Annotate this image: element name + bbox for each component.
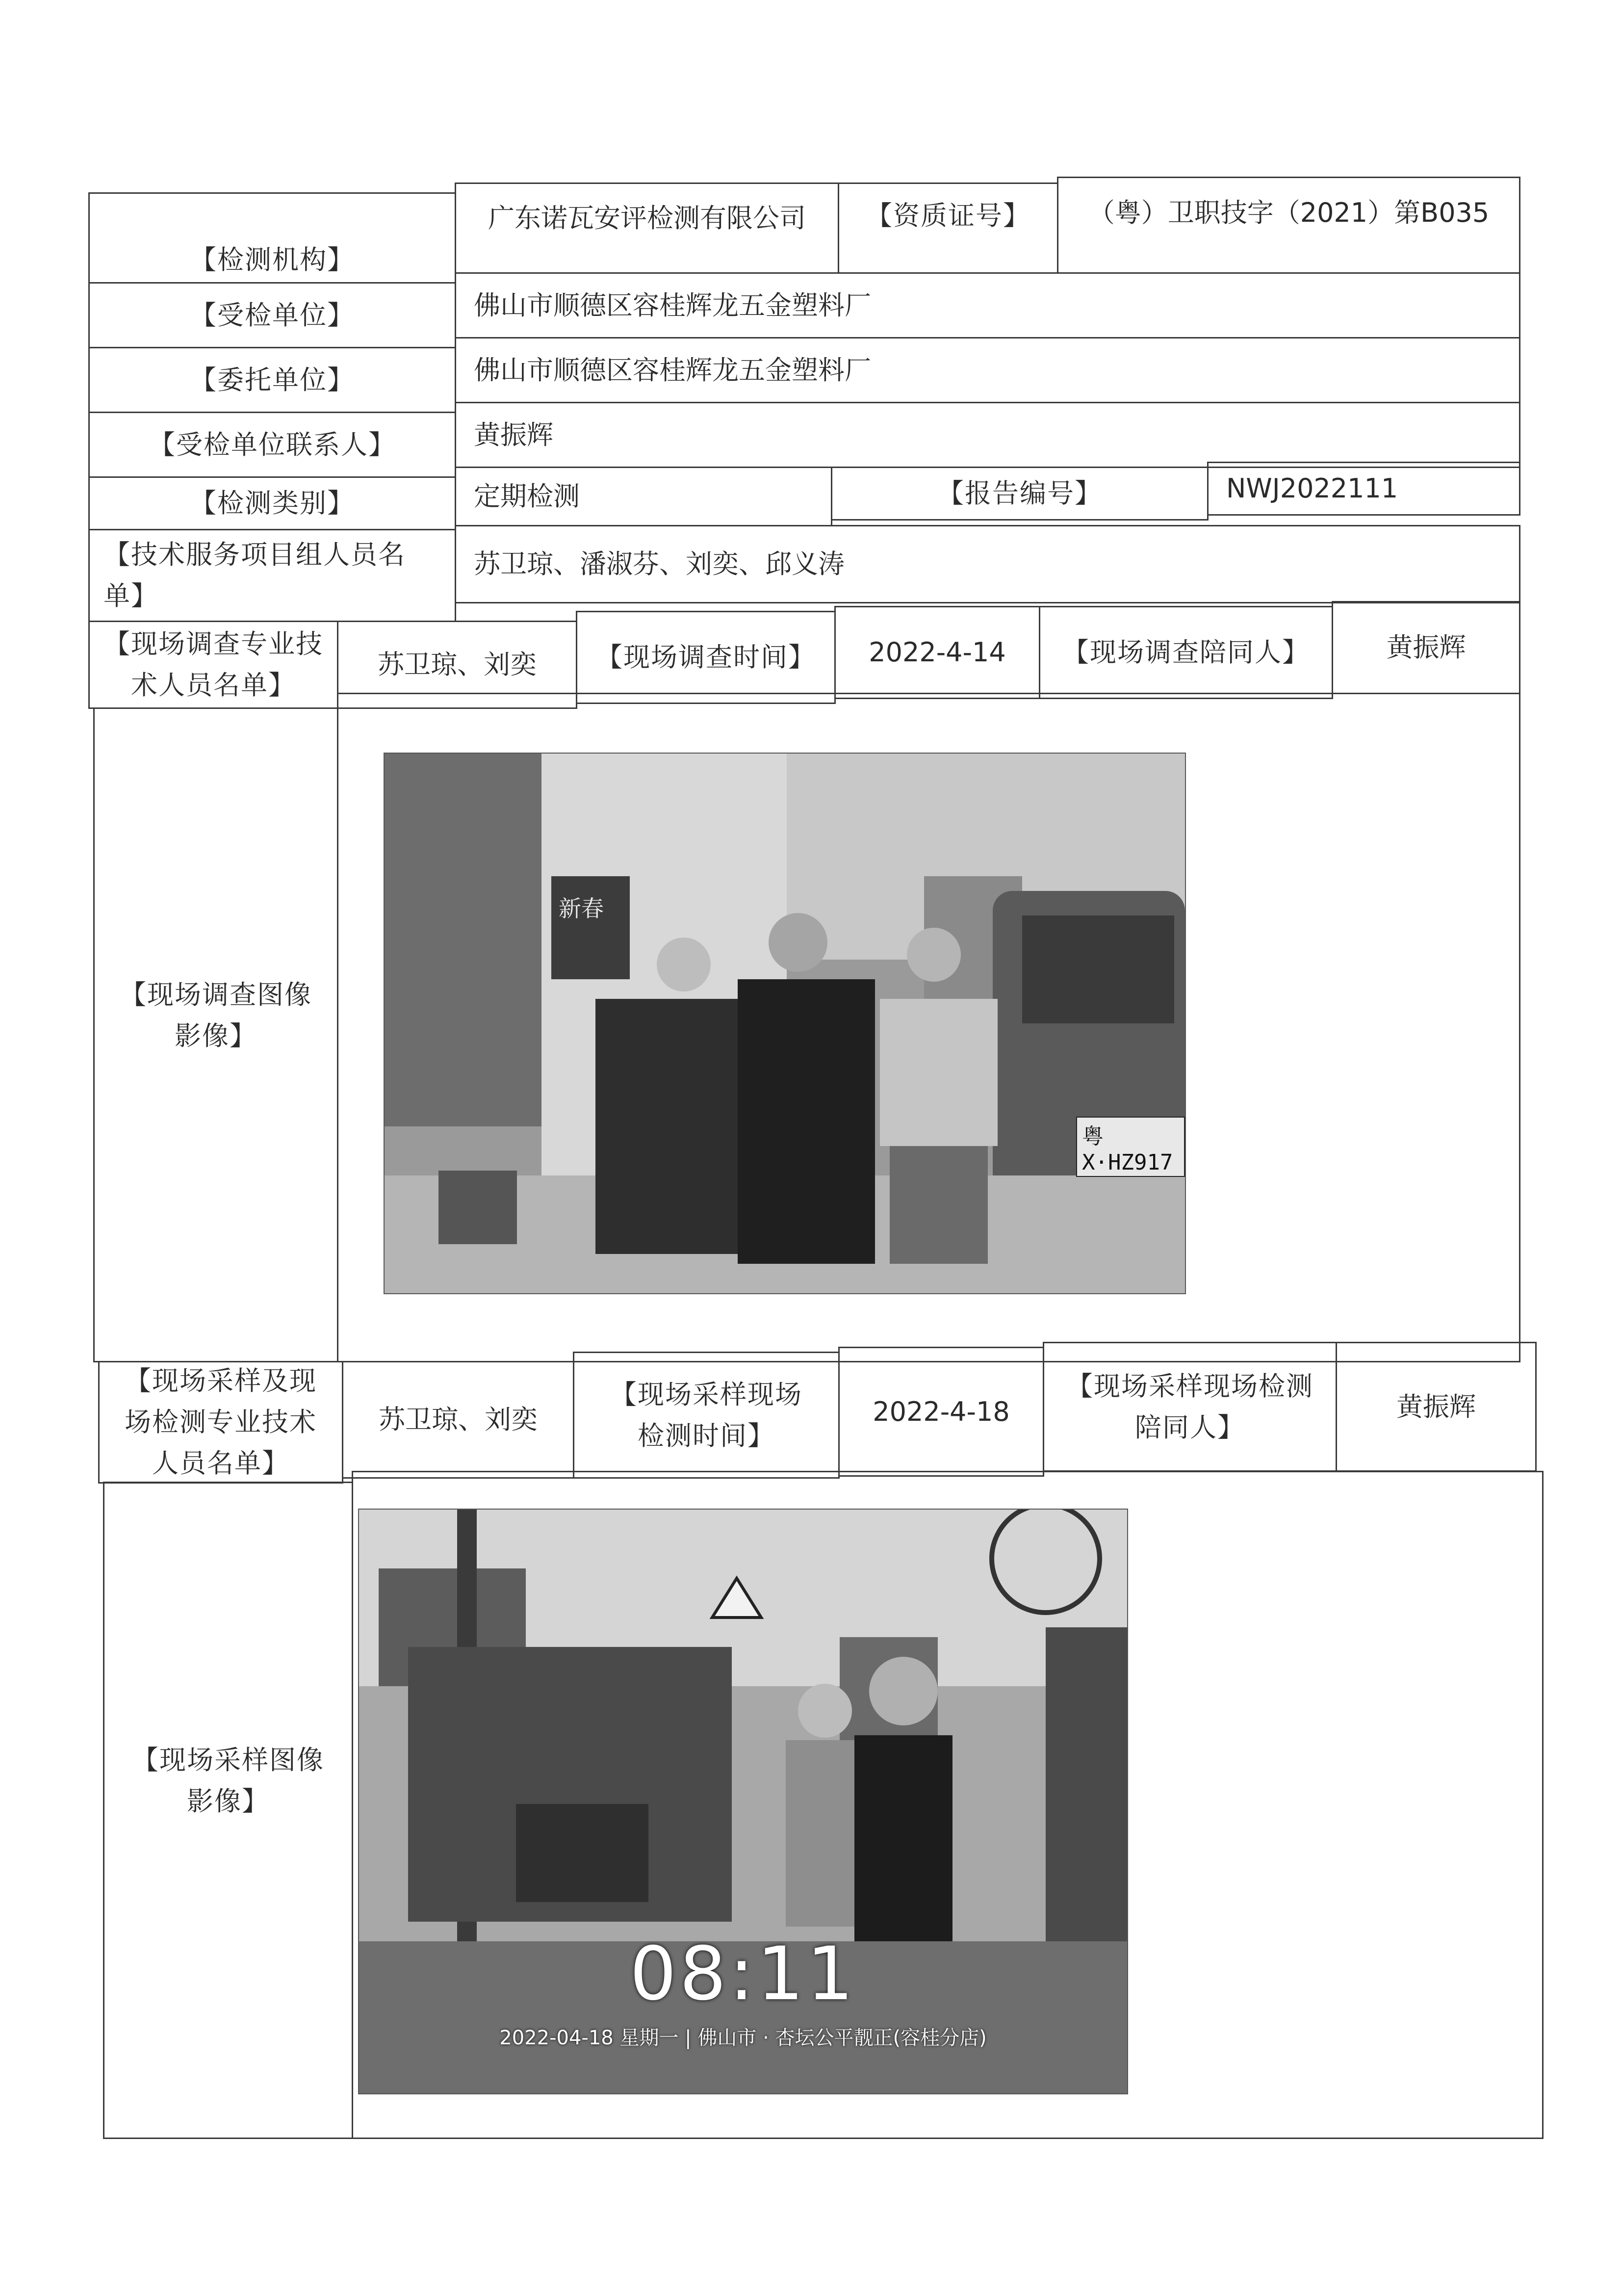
sampling-time-label: 【现场采样现场检测时间】 xyxy=(610,1379,802,1451)
cert-value: （粤）卫职技字（2021）第B035 xyxy=(1088,197,1490,228)
org-value: 广东诺瓦安评检测有限公司 xyxy=(488,203,806,234)
type-label: 【检测类别】 xyxy=(190,488,355,519)
report-value-cell xyxy=(1207,462,1520,516)
survey-time-value: 2022-4-14 xyxy=(869,637,1006,668)
license-plate: 粤X·HZ917 xyxy=(1076,1117,1185,1177)
survey-staff-label: 【现场调查专业技术人员名单】 xyxy=(103,628,323,701)
photo-date-location: 2022-04-18 星期一 | 佛山市 · 杏坛公平靓正(容桂分店) xyxy=(499,2027,987,2049)
sampling-staff-label-cell xyxy=(98,1361,343,1484)
survey-staff-label-cell xyxy=(88,621,338,709)
type-value: 定期检测 xyxy=(474,481,580,512)
sampling-time-label-cell xyxy=(573,1352,840,1479)
cert-value-cell xyxy=(1057,177,1520,274)
org-value-cell xyxy=(455,183,839,274)
team-label-cell xyxy=(88,529,456,622)
contact-value-cell xyxy=(455,402,1520,468)
sampling-companion-label-cell xyxy=(1043,1342,1337,1472)
team-value: 苏卫琼、潘淑芬、刘奕、邱义涛 xyxy=(474,548,845,579)
survey-time-label: 【现场调查时间】 xyxy=(596,642,816,673)
report-label-cell xyxy=(831,467,1209,521)
photo-timestamp: 08:11 xyxy=(629,1931,857,2017)
sampling-photo-label-cell xyxy=(103,1482,353,2139)
contact-label-cell xyxy=(88,412,456,478)
sampling-staff-value-cell xyxy=(342,1361,574,1479)
cert-label-cell xyxy=(838,183,1058,274)
sampling-companion-value-cell xyxy=(1336,1342,1537,1472)
survey-photo-label: 【现场调查图像影像】 xyxy=(120,979,312,1051)
survey-time-value-cell xyxy=(834,606,1040,699)
sampling-time-value-cell xyxy=(838,1347,1044,1477)
survey-staff-value: 苏卫琼、刘奕 xyxy=(378,649,537,680)
sampling-staff-label: 【现场采样及现场检测专业技术人员名单】 xyxy=(125,1365,317,1479)
survey-companion-label: 【现场调查陪同人】 xyxy=(1062,637,1310,668)
org-label-cell xyxy=(88,192,456,284)
survey-companion-label-cell xyxy=(1039,606,1333,699)
sampling-companion-label: 【现场采样现场检测陪同人】 xyxy=(1066,1370,1313,1443)
inspected-label-cell xyxy=(88,282,456,348)
survey-photo-label-cell xyxy=(93,707,338,1362)
inspected-value-cell xyxy=(455,272,1520,339)
team-value-cell xyxy=(455,525,1520,603)
contact-label: 【受检单位联系人】 xyxy=(149,429,396,460)
client-label: 【委托单位】 xyxy=(190,364,355,395)
contact-value: 黄振辉 xyxy=(474,419,553,450)
sampling-photo-label: 【现场采样图像影像】 xyxy=(132,1745,324,1817)
inspected-value: 佛山市顺德区容桂辉龙五金塑料厂 xyxy=(474,289,871,321)
survey-time-label-cell xyxy=(576,611,836,704)
report-value: NWJ2022111 xyxy=(1226,473,1398,504)
team-label: 【技术服务项目组人员名单】 xyxy=(103,539,406,611)
sampling-time-value: 2022-4-18 xyxy=(873,1396,1010,1427)
org-label: 【检测机构】 xyxy=(190,244,355,275)
client-label-cell xyxy=(88,347,456,413)
inspected-label: 【受检单位】 xyxy=(190,299,355,331)
survey-site-photo xyxy=(384,753,1186,1294)
client-value-cell xyxy=(455,337,1520,403)
spring-poster: 新春 xyxy=(559,895,604,922)
survey-companion-value: 黄振辉 xyxy=(1386,632,1466,663)
type-label-cell xyxy=(88,476,456,530)
report-label: 【报告编号】 xyxy=(937,478,1102,509)
survey-photo-scene xyxy=(385,754,1185,1293)
sampling-companion-value: 黄振辉 xyxy=(1396,1391,1476,1422)
cert-label: 【资质证号】 xyxy=(866,200,1030,231)
survey-companion-value-cell xyxy=(1332,601,1520,694)
sampling-staff-value: 苏卫琼、刘奕 xyxy=(379,1404,538,1435)
sampling-site-photo xyxy=(358,1509,1128,2094)
type-value-cell xyxy=(455,467,832,526)
client-value: 佛山市顺德区容桂辉龙五金塑料厂 xyxy=(474,354,871,386)
